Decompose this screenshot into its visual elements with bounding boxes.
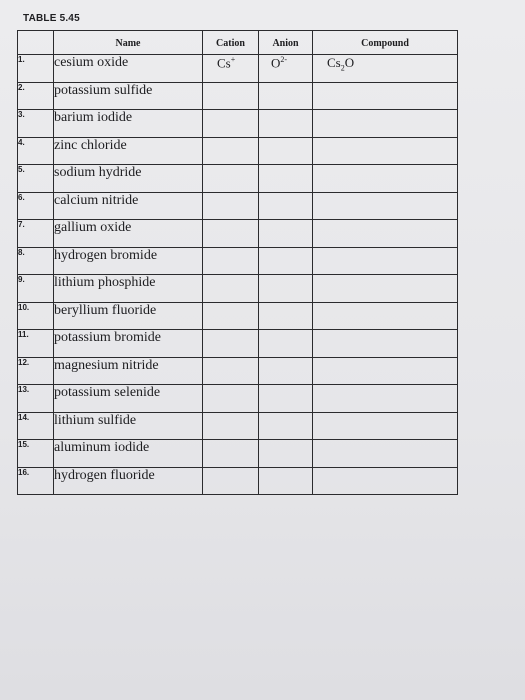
row-number: 6.: [18, 192, 54, 220]
row-number: 2.: [18, 82, 54, 110]
table-row: [18, 165, 458, 193]
row-number: 15.: [18, 440, 54, 468]
compound-formula-cell[interactable]: [313, 110, 458, 138]
anion-cell[interactable]: [259, 82, 313, 110]
compound-name: barium iodide: [54, 110, 203, 138]
compound-name: potassium selenide: [54, 385, 203, 413]
compound-name: calcium nitride: [54, 192, 203, 220]
cation-cell[interactable]: [203, 220, 259, 248]
table-row: [18, 110, 458, 138]
header-row: [18, 31, 458, 55]
anion-cell[interactable]: [259, 275, 313, 303]
compound-formula-cell[interactable]: [313, 275, 458, 303]
compound-formula-cell[interactable]: [313, 55, 458, 83]
ionic-compounds-table: [17, 30, 458, 495]
table-row: [18, 330, 458, 358]
table-row: [18, 412, 458, 440]
anion-cell[interactable]: [259, 247, 313, 275]
cation-cell[interactable]: [203, 385, 259, 413]
compound-formula-cell[interactable]: [313, 192, 458, 220]
header-compound: Compound: [313, 31, 458, 55]
cation-cell[interactable]: [203, 330, 259, 358]
anion-cell[interactable]: [259, 330, 313, 358]
compound-formula-cell[interactable]: [313, 302, 458, 330]
compound-name: cesium oxide: [54, 55, 203, 83]
cation-cell[interactable]: [203, 467, 259, 495]
row-number: 12.: [18, 357, 54, 385]
anion-cell[interactable]: [259, 302, 313, 330]
header-anion: Anion: [259, 31, 313, 55]
table-row: [18, 440, 458, 468]
table-row: [18, 385, 458, 413]
compound-name: magnesium nitride: [54, 357, 203, 385]
header-cation: Cation: [203, 31, 259, 55]
header-name: Name: [54, 31, 203, 55]
row-number: 4.: [18, 137, 54, 165]
formula-element: Cs: [327, 55, 341, 70]
anion-cell[interactable]: [259, 357, 313, 385]
compound-name: lithium sulfide: [54, 412, 203, 440]
row-number: 9.: [18, 275, 54, 303]
compound-name: hydrogen fluoride: [54, 467, 203, 495]
compound-name: hydrogen bromide: [54, 247, 203, 275]
compound-formula-cell[interactable]: [313, 467, 458, 495]
compound-formula-cell[interactable]: [313, 412, 458, 440]
anion-cell[interactable]: [259, 137, 313, 165]
compound-formula-cell[interactable]: [313, 440, 458, 468]
cation-cell[interactable]: [203, 247, 259, 275]
compound-formula-cell[interactable]: [313, 330, 458, 358]
anion-charge: 2-: [280, 55, 288, 64]
cation-cell[interactable]: [203, 440, 259, 468]
cation-cell[interactable]: [203, 55, 259, 83]
cation-cell[interactable]: [203, 165, 259, 193]
compound-name: potassium bromide: [54, 330, 203, 358]
table-row: [18, 302, 458, 330]
header-number: [18, 31, 54, 55]
anion-cell[interactable]: [259, 220, 313, 248]
row-number: 5.: [18, 165, 54, 193]
cation-cell[interactable]: [203, 192, 259, 220]
compound-name: sodium hydride: [54, 165, 203, 193]
compound-formula-cell[interactable]: [313, 82, 458, 110]
row-number: 7.: [18, 220, 54, 248]
compound-formula-cell[interactable]: [313, 357, 458, 385]
cation-cell[interactable]: [203, 302, 259, 330]
row-number: 16.: [18, 467, 54, 495]
table-row: [18, 275, 458, 303]
compound-formula-cell[interactable]: [313, 385, 458, 413]
table-row: [18, 137, 458, 165]
cation-cell[interactable]: [203, 275, 259, 303]
compound-name: potassium sulfide: [54, 82, 203, 110]
table-body: [18, 55, 458, 495]
anion-cell[interactable]: [259, 165, 313, 193]
compound-name: beryllium fluoride: [54, 302, 203, 330]
table-row: [18, 467, 458, 495]
formula-subscript: 2: [340, 63, 345, 73]
anion-cell[interactable]: [259, 385, 313, 413]
cation-cell[interactable]: [203, 82, 259, 110]
anion-cell[interactable]: [259, 467, 313, 495]
table-row: [18, 82, 458, 110]
table-row: [18, 192, 458, 220]
anion-symbol: O: [271, 55, 281, 71]
compound-formula-cell[interactable]: [313, 220, 458, 248]
cation-charge: +: [230, 55, 236, 64]
formula-element: O: [344, 55, 355, 70]
table-row: [18, 357, 458, 385]
cation-cell[interactable]: [203, 357, 259, 385]
anion-cell[interactable]: [259, 192, 313, 220]
table-row: [18, 247, 458, 275]
compound-name: gallium oxide: [54, 220, 203, 248]
anion-cell[interactable]: [259, 440, 313, 468]
table-label: TABLE 5.45: [23, 13, 80, 24]
row-number: 10.: [18, 302, 54, 330]
row-number: 3.: [18, 110, 54, 138]
cation-cell[interactable]: [203, 412, 259, 440]
row-number: 14.: [18, 412, 54, 440]
cation-cell[interactable]: [203, 110, 259, 138]
row-number: 8.: [18, 247, 54, 275]
compound-formula-cell[interactable]: [313, 165, 458, 193]
cation-cell[interactable]: [203, 137, 259, 165]
anion-cell[interactable]: [259, 110, 313, 138]
compound-name: lithium phosphide: [54, 275, 203, 303]
compound-name: aluminum iodide: [54, 440, 203, 468]
row-number: 13.: [18, 385, 54, 413]
anion-cell[interactable]: [259, 55, 313, 83]
cation-symbol: Cs: [217, 55, 231, 71]
row-number: 11.: [18, 330, 54, 358]
table-row: [18, 220, 458, 248]
row-number: 1.: [18, 55, 54, 83]
compound-name: zinc chloride: [54, 137, 203, 165]
compound-formula-cell[interactable]: [313, 247, 458, 275]
table-row: [18, 55, 458, 83]
compound-formula-cell[interactable]: [313, 137, 458, 165]
anion-cell[interactable]: [259, 412, 313, 440]
